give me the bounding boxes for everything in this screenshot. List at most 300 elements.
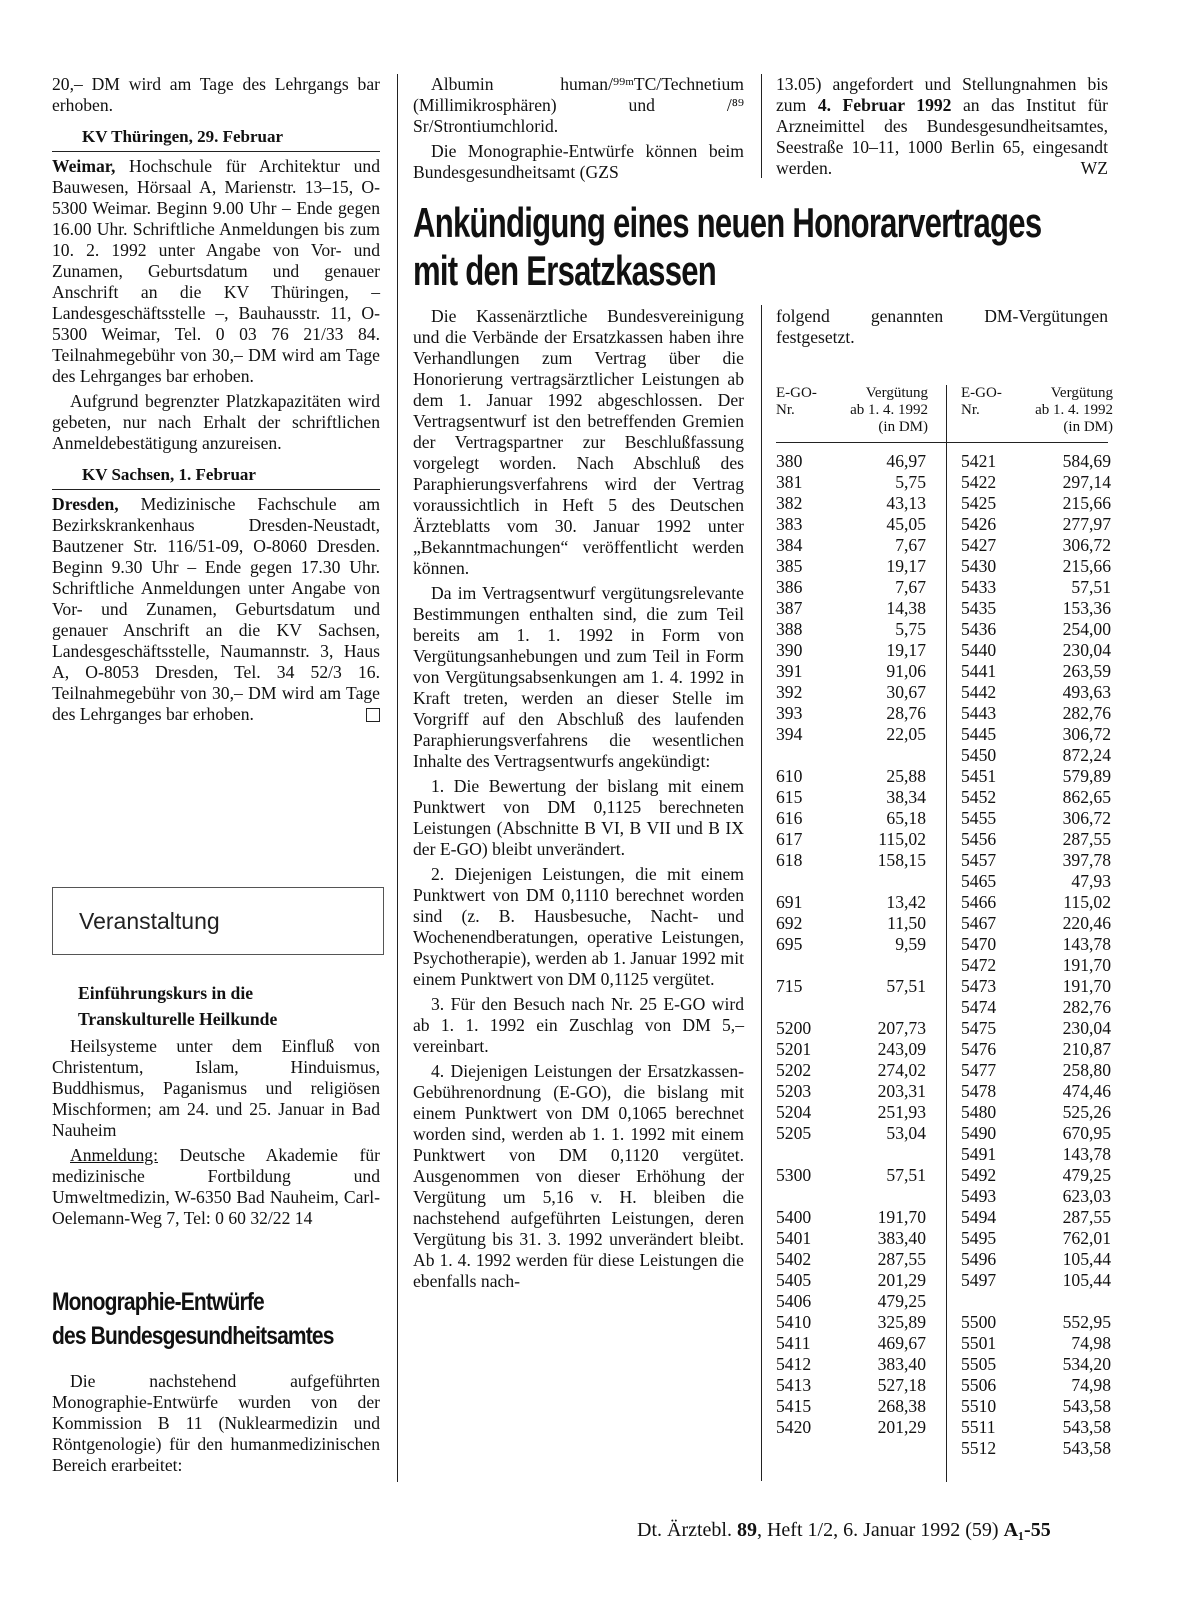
column-divider-2-top xyxy=(761,74,762,178)
table-row xyxy=(961,661,1111,682)
verguetung-cell: 525,26 xyxy=(1062,1102,1111,1122)
egonr-cell: 5420 xyxy=(776,1417,812,1437)
table-row xyxy=(961,1207,1111,1228)
table-row xyxy=(961,892,1111,913)
egonr-cell: 5475 xyxy=(961,1018,997,1038)
table-row xyxy=(776,829,926,850)
egonr-cell: 5411 xyxy=(776,1333,811,1353)
table-row xyxy=(961,976,1111,997)
column-2-top-p2: Die Monographie-Entwürfe können beim Bundesgesundheitsamt (GZS xyxy=(413,141,744,182)
table-row xyxy=(961,787,1111,808)
main-headline-line-2: mit den Ersatzkassen xyxy=(413,247,717,294)
table-row xyxy=(776,703,926,724)
verguetung-cell xyxy=(836,997,926,1018)
verguetung-cell: 862,65 xyxy=(1062,787,1111,807)
verguetung-cell xyxy=(1021,1291,1111,1312)
main-headline-line-1: Ankündigung eines neuen Honorarvertrages xyxy=(413,199,1042,246)
footer-issue: , Heft 1/2, 6. Januar 1992 (59) xyxy=(756,1519,1004,1541)
verguetung-cell: 105,44 xyxy=(1062,1249,1111,1269)
column-3 xyxy=(776,306,1108,352)
verguetung-cell: 215,66 xyxy=(1062,493,1111,513)
verguetung-cell: 277,97 xyxy=(1062,514,1111,534)
table-row xyxy=(961,1081,1111,1102)
verguetung-cell: 215,66 xyxy=(1062,556,1111,576)
verguetung-cell: 5,75 xyxy=(895,472,926,492)
table-row xyxy=(776,1207,926,1228)
egonr-cell: 5201 xyxy=(776,1039,812,1059)
table-row xyxy=(776,955,926,976)
table-row xyxy=(961,1354,1111,1375)
kv-sachsen-heading: KV Sachsen, 1. Februar xyxy=(52,464,380,490)
table-row xyxy=(776,1123,926,1144)
verguetung-cell: 297,14 xyxy=(1062,472,1111,492)
table-row xyxy=(776,1165,926,1186)
kv-thueringen-heading: KV Thüringen, 29. Februar xyxy=(52,126,380,152)
column-2-p1: Die Kassenärztliche Bundesvereinigung und die Verbände der Ersatzkassen haben ihre Verhandlungen zum Vertrag über die Honorierung vertragsärztlicher Leistungen ab dem 1. Januar 1992 abgeschlossen. Der Vertragsentwurf ist den betreffenden Gremien der Vertragspartner zur Beschlußfassung vorgelegt worden. Nach Abschluß des Paraphierungsverfahrens wird der Vertrag voraussichtlich in Heft 5 des Deutschen Ärzteblatts vom 30. Januar 1992 unter „Bekanntmachungen“ veröffentlicht werden können. xyxy=(413,306,744,578)
table-row xyxy=(776,1312,926,1333)
egonr-cell: 5457 xyxy=(961,850,997,870)
table-row xyxy=(776,850,926,871)
column-divider-2 xyxy=(761,305,762,1481)
column-3-top-p1c: an das Institut für Arzneimittel des Bundesgesundheitsamtes, Seestraße 10–11, 1000 Berlin 65, eingesandt werden. xyxy=(776,95,1108,178)
column-2-top xyxy=(413,74,744,187)
egonr-cell xyxy=(776,871,836,892)
verguetung-cell: 115,02 xyxy=(1063,892,1111,912)
egonr-cell: 5200 xyxy=(776,1018,812,1038)
verguetung-cell: 306,72 xyxy=(1062,724,1111,744)
header-nr-line-2: Nr. xyxy=(776,402,795,418)
table-row xyxy=(961,703,1111,724)
column-3-top-p1a: 13.05) angefordert und Stellungnahmen bis zum xyxy=(776,74,1108,115)
egonr-cell: 5493 xyxy=(961,1186,997,1206)
table-left-header xyxy=(776,385,928,436)
verguetung-cell: 191,70 xyxy=(877,1207,926,1227)
egonr-cell: 5500 xyxy=(961,1312,997,1332)
verguetung-cell: 268,38 xyxy=(877,1396,926,1416)
verguetung-cell: 584,69 xyxy=(1062,451,1111,471)
egonr-cell xyxy=(776,997,836,1018)
column-2-p2: Da im Vertragsentwurf vergütungsrelevante Bestimmungen enthalten sind, die zum Teil bereits am 1. 1. 1992 in Form von Vergütungsanhebungen und zum Teil in Form von Vergütungsabsenkungen am 1. 4. 1992 in Kraft treten, werden an dieser Stelle im Vorgriff auf den Abschluß des laufenden Paraphierungsverfahrens die wesentlichen Inhalte des Vertragsentwurfs angekündigt: xyxy=(413,583,744,771)
table-right xyxy=(961,451,1111,1459)
egonr-cell: 5433 xyxy=(961,577,997,597)
verguetung-cell: 762,01 xyxy=(1062,1228,1111,1248)
egonr-cell: 5501 xyxy=(961,1333,997,1353)
column-3-top-p1 xyxy=(776,74,1108,179)
verguetung-cell: 230,04 xyxy=(1062,640,1111,660)
verguetung-cell: 287,55 xyxy=(1062,829,1111,849)
table-row xyxy=(776,514,926,535)
verguetung-cell: 46,97 xyxy=(886,451,926,471)
verguetung-cell: 397,78 xyxy=(1062,850,1111,870)
table-row xyxy=(961,871,1111,892)
table-row xyxy=(961,514,1111,535)
table-row xyxy=(961,1312,1111,1333)
verguetung-cell: 263,59 xyxy=(1062,661,1111,681)
verguetung-cell: 158,15 xyxy=(877,850,926,870)
verguetung-cell: 7,67 xyxy=(895,535,926,555)
table-row xyxy=(776,493,926,514)
table-row xyxy=(776,934,926,955)
table-row xyxy=(961,451,1111,472)
egonr-cell: 5478 xyxy=(961,1081,997,1101)
egonr-cell xyxy=(961,1291,1021,1312)
kv-thueringen-city: Weimar, xyxy=(52,156,116,176)
verguetung-cell: 469,67 xyxy=(877,1333,926,1353)
table-row xyxy=(776,997,926,1018)
egonr-cell: 388 xyxy=(776,619,803,639)
verguetung-cell: 43,13 xyxy=(886,493,926,513)
section-box-label: Veranstaltung xyxy=(79,908,220,934)
verguetung-cell: 230,04 xyxy=(1062,1018,1111,1038)
table-row xyxy=(961,1165,1111,1186)
egonr-cell: 5425 xyxy=(961,493,997,513)
verguetung-cell: 543,58 xyxy=(1062,1396,1111,1416)
egonr-cell: 616 xyxy=(776,808,803,828)
table-row xyxy=(776,1081,926,1102)
table-row xyxy=(776,535,926,556)
table-row xyxy=(776,1354,926,1375)
egonr-cell: 5204 xyxy=(776,1102,812,1122)
table-row xyxy=(776,640,926,661)
egonr-cell: 5412 xyxy=(776,1354,812,1374)
table-row xyxy=(776,724,926,745)
egonr-cell: 5512 xyxy=(961,1438,997,1458)
egonr-cell: 5451 xyxy=(961,766,997,786)
verguetung-cell: 479,25 xyxy=(877,1291,926,1311)
verguetung-cell: 28,76 xyxy=(886,703,926,723)
table-row xyxy=(961,493,1111,514)
egonr-cell xyxy=(776,1186,836,1207)
verguetung-cell: 38,34 xyxy=(886,787,926,807)
table-row xyxy=(776,1018,926,1039)
egonr-cell: 5452 xyxy=(961,787,997,807)
verguetung-cell: 115,02 xyxy=(878,829,926,849)
registration-label: Anmeldung: xyxy=(70,1145,158,1165)
table-row xyxy=(776,1060,926,1081)
table-row xyxy=(776,577,926,598)
column-2-top-p1: Albumin human/⁹⁹ᵐTC/Technetium (Millimikrosphären) und /⁸⁹ Sr/Strontiumchlorid. xyxy=(413,74,744,136)
egonr-cell: 5455 xyxy=(961,808,997,828)
verguetung-cell xyxy=(836,745,926,766)
egonr-cell: 5427 xyxy=(961,535,997,555)
monograph-heading xyxy=(52,1285,388,1353)
column-divider-1 xyxy=(397,74,398,1482)
egonr-cell: 394 xyxy=(776,724,803,744)
egonr-cell: 5202 xyxy=(776,1060,812,1080)
end-mark-icon xyxy=(366,708,380,722)
egonr-cell: 618 xyxy=(776,850,803,870)
verguetung-cell: 543,58 xyxy=(1062,1417,1111,1437)
footer-page-number: A₁-55 xyxy=(1003,1519,1051,1541)
table-row xyxy=(961,1060,1111,1081)
table-row xyxy=(961,556,1111,577)
egonr-cell: 5205 xyxy=(776,1123,812,1143)
egonr-cell: 5300 xyxy=(776,1165,812,1185)
egonr-cell: 5436 xyxy=(961,619,997,639)
table-row xyxy=(776,472,926,493)
table-row xyxy=(961,535,1111,556)
egonr-cell: 5505 xyxy=(961,1354,997,1374)
verguetung-cell: 670,95 xyxy=(1062,1123,1111,1143)
verguetung-cell: 207,73 xyxy=(877,1018,926,1038)
verguetung-cell: 258,80 xyxy=(1062,1060,1111,1080)
table-row xyxy=(776,1417,926,1438)
egonr-cell: 385 xyxy=(776,556,803,576)
header-nr-line-1-right: E-GO- xyxy=(961,385,1002,401)
table-row xyxy=(776,976,926,997)
table-row xyxy=(961,1396,1111,1417)
course-title-line-1: Einführungskurs in die xyxy=(78,983,254,1003)
verguetung-cell: 57,51 xyxy=(886,976,926,996)
footer-journal: Dt. Ärztebl. xyxy=(637,1519,737,1541)
verguetung-cell: 527,18 xyxy=(877,1375,926,1395)
table-row xyxy=(961,808,1111,829)
author-signature: WZ xyxy=(1080,158,1108,178)
table-row xyxy=(961,598,1111,619)
verguetung-cell: 282,76 xyxy=(1062,997,1111,1017)
egonr-cell: 5511 xyxy=(961,1417,996,1437)
table-row xyxy=(776,787,926,808)
verguetung-cell: 14,38 xyxy=(886,598,926,618)
verguetung-cell: 220,46 xyxy=(1062,913,1111,933)
egonr-cell: 5465 xyxy=(961,871,997,891)
egonr-cell: 610 xyxy=(776,766,803,786)
verguetung-cell: 201,29 xyxy=(877,1417,926,1437)
egonr-cell: 5467 xyxy=(961,913,997,933)
verguetung-cell: 91,06 xyxy=(886,661,926,681)
verguetung-cell: 306,72 xyxy=(1062,535,1111,555)
egonr-cell: 5456 xyxy=(961,829,997,849)
egonr-cell: 5470 xyxy=(961,934,997,954)
verguetung-cell: 383,40 xyxy=(877,1228,926,1248)
deadline-date: 4. Februar 1992 xyxy=(817,95,952,115)
verguetung-cell: 11,50 xyxy=(887,913,926,933)
verguetung-cell: 479,25 xyxy=(1062,1165,1111,1185)
egonr-cell xyxy=(776,745,836,766)
verguetung-cell: 534,20 xyxy=(1062,1354,1111,1374)
verguetung-cell: 74,98 xyxy=(1071,1375,1111,1395)
table-row xyxy=(961,997,1111,1018)
egonr-cell: 692 xyxy=(776,913,803,933)
egonr-cell: 5510 xyxy=(961,1396,997,1416)
table-row xyxy=(961,1123,1111,1144)
verguetung-cell: 623,03 xyxy=(1062,1186,1111,1206)
egonr-cell: 691 xyxy=(776,892,803,912)
egonr-cell: 382 xyxy=(776,493,803,513)
egonr-cell: 5435 xyxy=(961,598,997,618)
egonr-cell: 5450 xyxy=(961,745,997,765)
page-footer xyxy=(637,1519,1051,1542)
verguetung-cell: 251,93 xyxy=(877,1102,926,1122)
header-verguetung-line-3: (in DM) xyxy=(878,419,928,435)
table-row xyxy=(961,1291,1111,1312)
kv-thueringen-body: Hochschule für Architektur und Bauwesen, Hörsaal A, Marienstr. 13–15, O-5300 Weimar. Beginn 9.00 Uhr – Ende gegen 16.00 Uhr. Schriftliche Anmeldungen bis zum 10. 2. 1992 unter Angabe von Vor- und Zunamen, Geburtsdatum und genauer Anschrift an die KV Thüringen, – Landesgeschäftsstelle –, Bauhausstr. 11, O-5300 Weimar, Tel. 0 03 76 21/33 84. Teilnahmegebühr von 30,– DM wird am Tage des Lehrganges bar erhoben. xyxy=(52,156,380,386)
table-row xyxy=(961,829,1111,850)
section-box-veranstaltung xyxy=(52,887,384,955)
header-nr-line-1: E-GO- xyxy=(776,385,817,401)
monograph-text-column xyxy=(52,1371,380,1480)
verguetung-cell: 45,05 xyxy=(886,514,926,534)
verguetung-cell: 22,05 xyxy=(886,724,926,744)
egonr-cell: 390 xyxy=(776,640,803,660)
egonr-cell: 393 xyxy=(776,703,803,723)
egonr-cell: 5443 xyxy=(961,703,997,723)
verguetung-cell xyxy=(836,1186,926,1207)
verguetung-cell: 19,17 xyxy=(886,556,926,576)
column-3-top xyxy=(776,74,1108,183)
egonr-cell: 5421 xyxy=(961,451,997,471)
verguetung-cell: 474,46 xyxy=(1062,1081,1111,1101)
table-row xyxy=(776,1228,926,1249)
verguetung-cell: 74,98 xyxy=(1071,1333,1111,1353)
table-row xyxy=(961,745,1111,766)
verguetung-cell xyxy=(836,1144,926,1165)
column-3-p1: folgend genannten DM-Vergütungen festgesetzt. xyxy=(776,306,1108,347)
verguetung-cell: 19,17 xyxy=(886,640,926,660)
table-row xyxy=(776,1291,926,1312)
main-headline xyxy=(413,199,1123,295)
table-row xyxy=(776,619,926,640)
header-verguetung-line-2: ab 1. 4. 1992 xyxy=(850,402,928,418)
egonr-cell: 5430 xyxy=(961,556,997,576)
verguetung-cell: 579,89 xyxy=(1062,766,1111,786)
egonr-cell: 5476 xyxy=(961,1039,997,1059)
verguetung-cell: 65,18 xyxy=(886,808,926,828)
egonr-cell: 5406 xyxy=(776,1291,812,1311)
table-row xyxy=(961,724,1111,745)
table-row xyxy=(961,640,1111,661)
monograph-text: Die nachstehend aufgeführten Monographie-Entwürfe wurden von der Kommission B 11 (Nuklearmedizin und Röntgenologie) für den humanmedizinischen Bereich erarbeitet: xyxy=(52,1371,380,1475)
table-row xyxy=(961,1144,1111,1165)
table-row xyxy=(776,1144,926,1165)
egonr-cell: 5495 xyxy=(961,1228,997,1248)
egonr-cell: 387 xyxy=(776,598,803,618)
egonr-cell: 5491 xyxy=(961,1144,997,1164)
table-header-rule xyxy=(776,442,1108,443)
verguetung-cell: 143,78 xyxy=(1062,1144,1111,1164)
egonr-cell: 5410 xyxy=(776,1312,812,1332)
egonr-cell: 617 xyxy=(776,829,803,849)
egonr-cell: 5473 xyxy=(961,976,997,996)
course-text: Heilsysteme unter dem Einfluß von Christentum, Islam, Hinduismus, Buddhismus, Paganismus und religiösen Mischformen; am 24. und 25. Januar in Bad Nauheim xyxy=(52,1036,380,1140)
egonr-cell: 5401 xyxy=(776,1228,812,1248)
egonr-cell: 381 xyxy=(776,472,803,492)
monograph-heading-line-2: des Bundesgesundheitsamtes xyxy=(52,1322,334,1350)
egonr-cell: 5477 xyxy=(961,1060,997,1080)
kv-sachsen-city: Dresden, xyxy=(52,494,119,514)
table-row xyxy=(776,766,926,787)
egonr-cell: 5506 xyxy=(961,1375,997,1395)
table-row xyxy=(961,1270,1111,1291)
table-row xyxy=(776,556,926,577)
column-1 xyxy=(52,74,380,729)
egonr-cell xyxy=(776,1144,836,1165)
table-row xyxy=(961,1018,1111,1039)
egonr-cell xyxy=(776,955,836,976)
verguetung-cell: 254,00 xyxy=(1062,619,1111,639)
header-verguetung-line-3-right: (in DM) xyxy=(1063,419,1113,435)
course-title-line-2: Transkulturelle Heilkunde xyxy=(78,1009,278,1029)
table-row xyxy=(961,955,1111,976)
egonr-cell: 5440 xyxy=(961,640,997,660)
verguetung-cell: 13,42 xyxy=(886,892,926,912)
table-row xyxy=(961,1102,1111,1123)
verguetung-cell xyxy=(836,955,926,976)
verguetung-cell: 203,31 xyxy=(877,1081,926,1101)
table-row xyxy=(776,1375,926,1396)
header-verguetung-line-2-right: ab 1. 4. 1992 xyxy=(1035,402,1113,418)
verguetung-cell: 5,75 xyxy=(895,619,926,639)
egonr-cell: 383 xyxy=(776,514,803,534)
verguetung-cell: 243,09 xyxy=(877,1039,926,1059)
verguetung-cell: 30,67 xyxy=(886,682,926,702)
table-row xyxy=(776,1333,926,1354)
column-2 xyxy=(413,306,744,1296)
table-column-divider xyxy=(946,385,947,1482)
egonr-cell: 5400 xyxy=(776,1207,812,1227)
egonr-cell: 384 xyxy=(776,535,803,555)
table-row xyxy=(961,766,1111,787)
table-row xyxy=(776,808,926,829)
table-row xyxy=(961,850,1111,871)
table-row xyxy=(961,619,1111,640)
column-2-p3: 1. Die Bewertung der bislang mit einem Punktwert von DM 0,1125 berechneten Leistungen (Abschnitte B VI, B VII und B IX der E-GO) bleibt unverändert. xyxy=(413,776,744,859)
verguetung-cell: 493,63 xyxy=(1062,682,1111,702)
verguetung-cell: 287,55 xyxy=(877,1249,926,1269)
egonr-cell: 5472 xyxy=(961,955,997,975)
table-row xyxy=(776,745,926,766)
verguetung-cell: 543,58 xyxy=(1062,1438,1111,1458)
egonr-cell: 5422 xyxy=(961,472,997,492)
verguetung-cell: 287,55 xyxy=(1062,1207,1111,1227)
kv-thueringen-text xyxy=(52,156,380,387)
verguetung-cell: 872,24 xyxy=(1062,745,1111,765)
verguetung-cell: 53,04 xyxy=(886,1123,926,1143)
table-row xyxy=(776,1186,926,1207)
table-row xyxy=(776,913,926,934)
verguetung-cell: 9,59 xyxy=(895,934,926,954)
egonr-cell: 5402 xyxy=(776,1249,812,1269)
table-row xyxy=(961,913,1111,934)
table-row xyxy=(961,682,1111,703)
kv-thueringen-note: Aufgrund begrenzter Platzkapazitäten wird gebeten, nur nach Erhalt der schriftlichen Anmeldebestätigung anzureisen. xyxy=(52,391,380,453)
verguetung-cell: 191,70 xyxy=(1062,955,1111,975)
egonr-cell: 5441 xyxy=(961,661,997,681)
verguetung-cell: 47,93 xyxy=(1071,871,1111,891)
column-1-lower xyxy=(52,982,380,1233)
table-row xyxy=(961,577,1111,598)
table-row xyxy=(776,871,926,892)
verguetung-cell: 325,89 xyxy=(877,1312,926,1332)
header-verguetung-line-1-right: Vergütung xyxy=(1050,385,1113,401)
table-row xyxy=(961,934,1111,955)
column-2-p4: 2. Diejenigen Leistungen, die mit einem Punktwert von DM 0,1110 berechnet worden sind (z. B. Hausbesuche, Nacht- und Wochenendberatungen, operative Leistungen, Psychotherapie), werden ab 1. Januar 1992 mit einem Punktwert von DM 0,1125 vergütet. xyxy=(413,864,744,989)
egonr-cell: 5413 xyxy=(776,1375,812,1395)
egonr-cell: 392 xyxy=(776,682,803,702)
table-row xyxy=(776,1396,926,1417)
verguetung-cell: 105,44 xyxy=(1062,1270,1111,1290)
verguetung-cell: 282,76 xyxy=(1062,703,1111,723)
header-nr-line-2-right: Nr. xyxy=(961,402,980,418)
egonr-cell: 5490 xyxy=(961,1123,997,1143)
table-right-header xyxy=(961,385,1113,436)
table-row xyxy=(776,1102,926,1123)
verguetung-cell: 191,70 xyxy=(1062,976,1111,996)
egonr-cell: 5405 xyxy=(776,1270,812,1290)
egonr-cell: 5474 xyxy=(961,997,997,1017)
egonr-cell: 695 xyxy=(776,934,803,954)
registration-text xyxy=(52,1145,380,1229)
